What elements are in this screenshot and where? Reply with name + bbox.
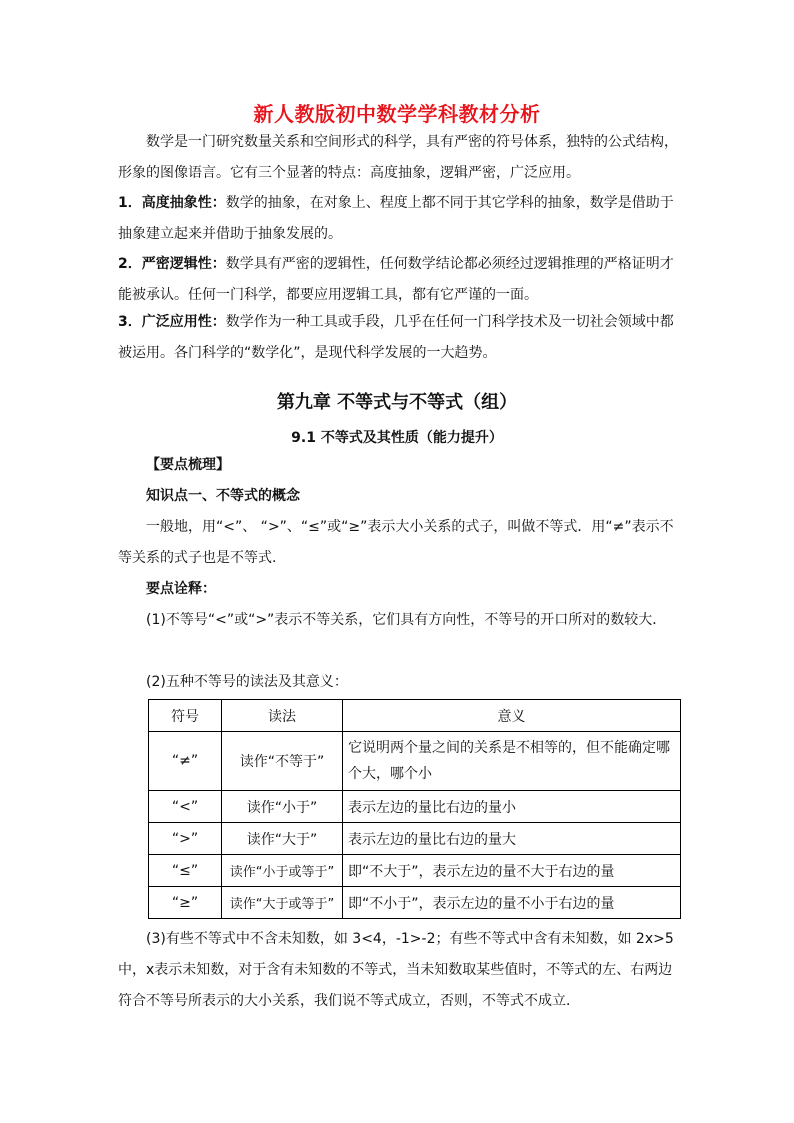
document-title: 新人教版初中数学学科教材分析 xyxy=(253,102,541,126)
intro-paragraph: 数学是一门研究数量关系和空间形式的科学，具有严密的符号体系，独特的公式结构，形象的图像语言。它有三个显著的特点：高度抽象，逻辑严密，广泛应用。 xyxy=(118,134,678,181)
feature-1 xyxy=(118,188,684,250)
table-row xyxy=(149,732,681,791)
header-meaning: 意义 xyxy=(343,700,681,732)
table-row xyxy=(149,791,681,823)
feature-2 xyxy=(118,249,684,311)
cell-meaning: 即“不大于”，表示左边的量不大于右边的量 xyxy=(343,855,681,887)
cell-symbol: “≥” xyxy=(149,887,222,919)
cell-symbol: “>” xyxy=(149,823,222,855)
knowledge-point-heading: 知识点一、不等式的概念 xyxy=(146,488,300,504)
cell-meaning: 即“不小于”，表示左边的量不小于右边的量 xyxy=(343,887,681,919)
cell-symbol: “<” xyxy=(149,791,222,823)
cell-reading: 读作“不等于” xyxy=(222,732,343,791)
table-header-row xyxy=(149,700,681,732)
table-row xyxy=(149,823,681,855)
cell-reading: 读作“小于或等于” xyxy=(222,855,343,887)
feature-2-label: 2．严密逻辑性： xyxy=(118,256,226,272)
feature-1-label: 1．高度抽象性： xyxy=(118,195,226,211)
cell-symbol: “≠” xyxy=(149,732,222,791)
table-row xyxy=(149,855,681,887)
section-heading: 9.1 不等式及其性质（能力提升） xyxy=(291,430,503,446)
header-symbol: 符号 xyxy=(149,700,222,732)
inequality-symbols-table xyxy=(148,699,681,919)
cell-reading: 读作“小于” xyxy=(222,791,343,823)
feature-3 xyxy=(118,307,684,369)
note-1: (1)不等号“<”或“>”表示不等关系，它们具有方向性，不等号的开口所对的数较大． xyxy=(146,612,667,628)
feature-3-text: 数学作为一种工具或手段，几乎在任何一门科学技术及一切社会领域中都被运用。各门科学的“数学化”，是现代科学发展的一大趋势。 xyxy=(118,314,674,361)
chapter-heading: 第九章 不等式与不等式（组） xyxy=(276,392,518,413)
cell-symbol: “≤” xyxy=(149,855,222,887)
feature-3-label: 3．广泛应用性： xyxy=(118,314,226,330)
table-row xyxy=(149,887,681,919)
cell-meaning: 它说明两个量之间的关系是不相等的，但不能确定哪个大，哪个小 xyxy=(343,732,681,791)
feature-1-text: 数学的抽象，在对象上、程度上都不同于其它学科的抽象，数学是借助于抽象建立起来并借助于抽象发展的。 xyxy=(118,195,674,242)
feature-2-text: 数学具有严密的逻辑性，任何数学结论都必须经过逻辑推理的严格证明才能被承认。任何一门科学，都要应用逻辑工具，都有它严谨的一面。 xyxy=(118,256,674,303)
cell-meaning: 表示左边的量比右边的量小 xyxy=(343,791,681,823)
header-reading: 读法 xyxy=(222,700,343,732)
definition-paragraph: 一般地，用“<”、 “>”、“≤”或“≥”表示大小关系的式子，叫做不等式．用“≠”表示不等关系的式子也是不等式. xyxy=(118,519,674,566)
cell-reading: 读作“大于或等于” xyxy=(222,887,343,919)
explain-heading: 要点诠释： xyxy=(146,581,216,597)
key-points-heading: 【要点梳理】 xyxy=(146,457,230,473)
cell-reading: 读作“大于” xyxy=(222,823,343,855)
note-2: (2)五种不等号的读法及其意义： xyxy=(146,674,348,690)
cell-meaning: 表示左边的量比右边的量大 xyxy=(343,823,681,855)
note-3: (3)有些不等式中不含未知数，如 3<4，-1>-2；有些不等式中含有未知数，如 2x>5中，x表示未知数，对于含有未知数的不等式，当未知数取某些值时，不等式的左、右两边符合不等号所表示的大小关系，我们说不等式成立，否则，不等式不成立． xyxy=(118,931,674,1009)
